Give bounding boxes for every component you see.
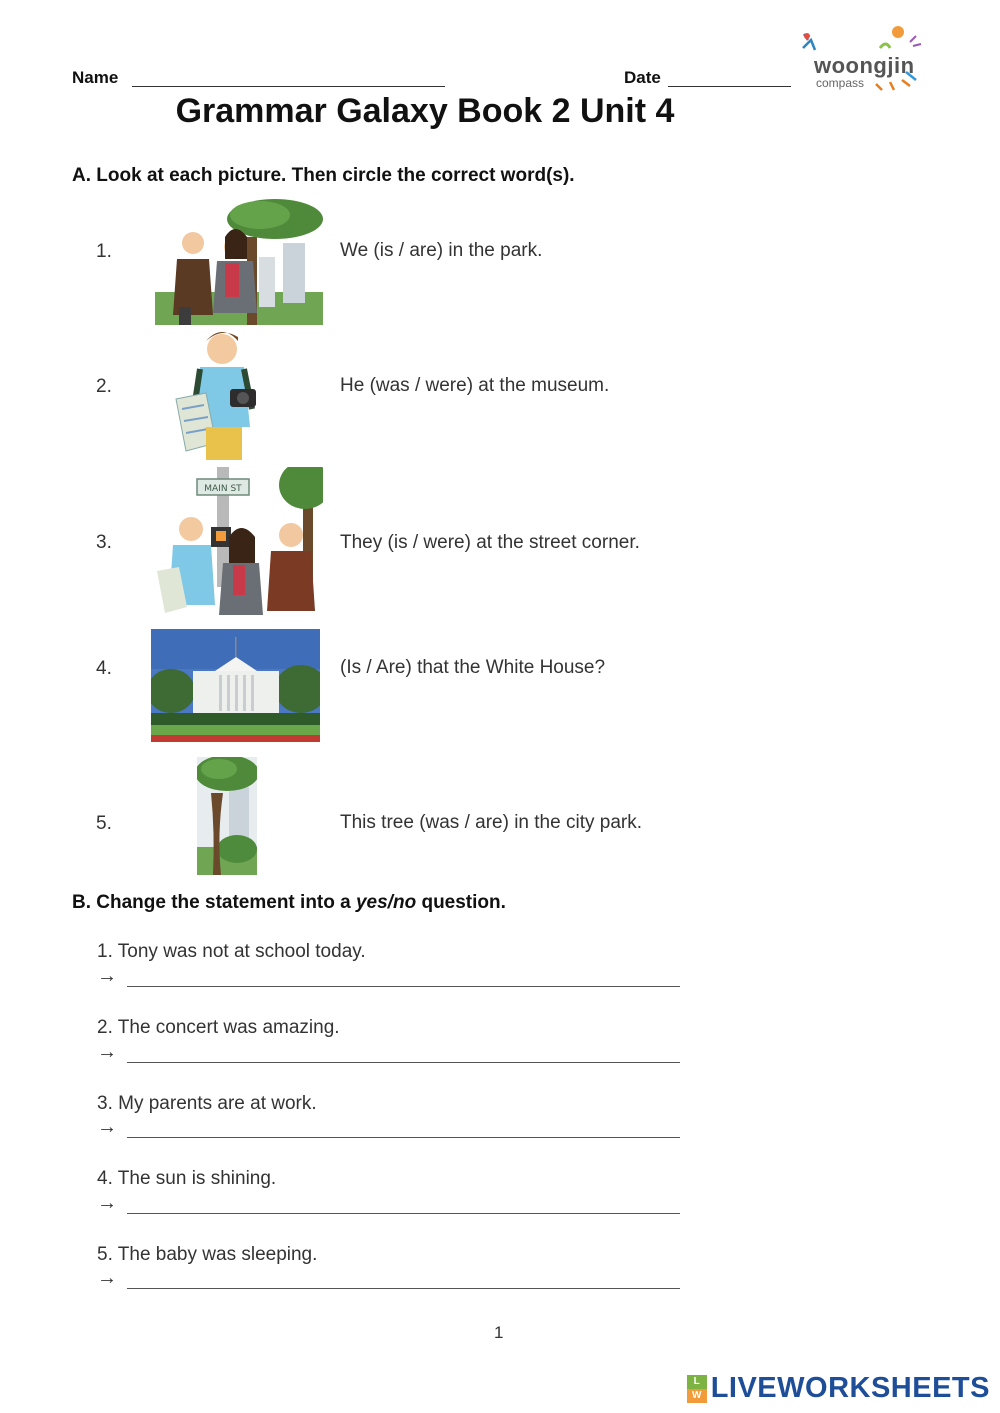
item-sentence: We (is / are) in the park.: [340, 240, 543, 261]
liveworksheets-badge-icon: [687, 1375, 707, 1403]
white-house-photo-image: [151, 629, 320, 742]
badge-top: L: [687, 1375, 707, 1389]
section-b-heading-text: question.: [416, 892, 506, 913]
date-label: Date: [624, 68, 661, 87]
two-friends-in-park-image: [155, 197, 323, 325]
item-sentence: They (is / were) at the street corner.: [340, 532, 640, 553]
statement-text: 2. The concert was amazing.: [97, 1017, 340, 1038]
street-sign-text: MAIN ST: [204, 484, 242, 494]
item-sentence: (Is / Are) that the White House?: [340, 657, 606, 678]
liveworksheets-logo: [687, 1372, 990, 1405]
statement-text: 4. The sun is shining.: [97, 1168, 277, 1189]
item-number: 4.: [96, 658, 112, 679]
item-number: 2.: [96, 376, 112, 397]
section-b-heading-emphasis: yes/no: [355, 892, 417, 913]
name-label: Name: [72, 68, 119, 87]
arrow-icon: →: [97, 1192, 117, 1214]
answer-line[interactable]: [127, 1213, 680, 1214]
statement-text: 3. My parents are at work.: [97, 1093, 317, 1114]
page-number: 1: [494, 1323, 504, 1342]
section-a-heading: A. Look at each picture. Then circle the correct word(s).: [72, 165, 575, 186]
tourist-with-camera-image: [172, 325, 268, 460]
statement-text: 5. The baby was sleeping.: [97, 1244, 318, 1265]
item-sentence: He (was / were) at the museum.: [340, 375, 610, 396]
woongjin-compass-logo: [798, 20, 928, 100]
item-number: 1.: [96, 241, 112, 262]
statement-text: 1. Tony was not at school today.: [97, 941, 366, 962]
item-sentence: This tree (was / are) in the city park.: [340, 812, 642, 833]
tree-in-city-park-image: [197, 757, 257, 875]
arrow-icon: →: [97, 1116, 117, 1138]
liveworksheets-brand-text: LIVEWORKSHEETS: [710, 1372, 990, 1404]
logo-sub-text: compass: [816, 76, 865, 90]
item-number: 5.: [96, 813, 112, 834]
answer-line[interactable]: [127, 1137, 680, 1138]
answer-line[interactable]: [127, 1288, 680, 1289]
item-number: 3.: [96, 532, 112, 553]
three-friends-street-corner-image: [155, 467, 323, 623]
logo-brand-text: woongjin: [814, 53, 915, 78]
arrow-icon: →: [97, 1041, 117, 1063]
name-field[interactable]: [132, 68, 445, 87]
arrow-icon: →: [97, 1267, 117, 1289]
arrow-icon: →: [97, 965, 117, 987]
section-b-heading-text: B. Change the statement into a: [72, 892, 356, 913]
badge-bottom: W: [687, 1389, 707, 1403]
answer-line[interactable]: [127, 1062, 680, 1063]
date-field[interactable]: [668, 68, 791, 87]
section-b-heading: [72, 892, 506, 914]
worksheet-title: Grammar Galaxy Book 2 Unit 4: [175, 92, 675, 130]
answer-line[interactable]: [127, 986, 680, 987]
